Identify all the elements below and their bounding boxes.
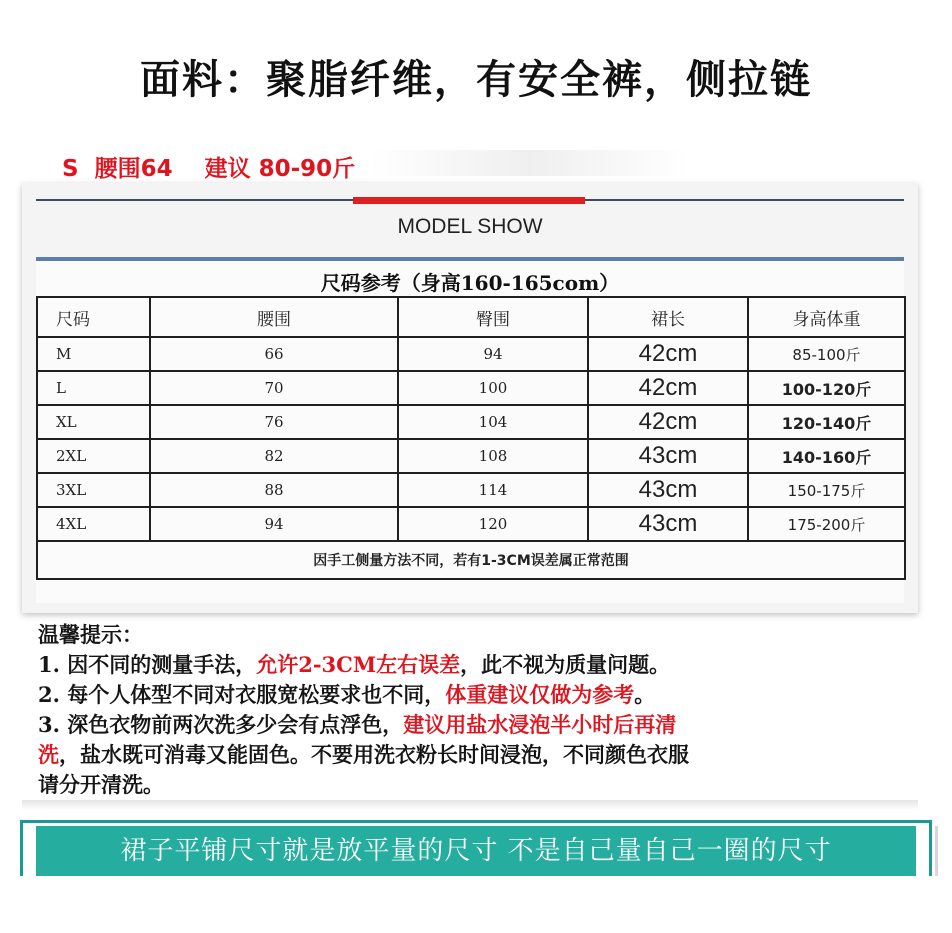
table-row bbox=[37, 473, 905, 507]
cell-hip: 120 bbox=[398, 507, 588, 541]
cell-length: 43cm bbox=[588, 439, 748, 473]
model-show-title: MODEL SHOW bbox=[397, 215, 543, 238]
fabric-headline: 面料：聚脂纤维，有安全裤，侧拉链 bbox=[140, 57, 812, 103]
cell-size: XL bbox=[37, 405, 150, 439]
size-s-note: S 腰围64 建议 80-90斤 bbox=[62, 156, 356, 182]
header-hip: 臀围 bbox=[398, 297, 588, 337]
cell-length: 43cm bbox=[588, 507, 748, 541]
tip-3-highlight-cont: 洗 bbox=[38, 742, 59, 767]
header-size: 尺码 bbox=[37, 297, 150, 337]
tip-1-text: 1. 因不同的测量手法， bbox=[38, 652, 257, 677]
cell-size: 2XL bbox=[37, 439, 150, 473]
cell-waist: 76 bbox=[150, 405, 398, 439]
cell-hip: 108 bbox=[398, 439, 588, 473]
cell-length: 42cm bbox=[588, 371, 748, 405]
table-footnote-row bbox=[37, 541, 905, 579]
tip-2-text: 2. 每个人体型不同对衣服宽松要求也不同， bbox=[38, 682, 446, 707]
cell-size: 3XL bbox=[37, 473, 150, 507]
tip-3-highlight: 建议用盐水浸泡半小时后再清 bbox=[403, 712, 677, 737]
table-header-row bbox=[37, 297, 905, 337]
care-tips bbox=[38, 620, 898, 800]
tip-2-end: 。 bbox=[634, 682, 656, 707]
header-waist: 腰围 bbox=[150, 297, 398, 337]
decor-band bbox=[370, 150, 690, 176]
table-row bbox=[37, 439, 905, 473]
cell-waist: 66 bbox=[150, 337, 398, 371]
tip-3-text: 3. 深色衣物前两次洗多少会有点浮色， bbox=[38, 712, 404, 737]
table-row bbox=[37, 405, 905, 439]
cell-height-weight: 100-120斤 bbox=[748, 371, 905, 405]
tips-title: 温馨提示： bbox=[38, 622, 143, 647]
table-row bbox=[37, 371, 905, 405]
cell-hip: 114 bbox=[398, 473, 588, 507]
cell-size: L bbox=[37, 371, 150, 405]
tip-3 bbox=[38, 710, 898, 740]
tip-1-highlight: 允许2-3CM左右误差 bbox=[256, 652, 461, 677]
tip-1 bbox=[38, 650, 898, 680]
cell-height-weight: 150-175斤 bbox=[748, 473, 905, 507]
cell-waist: 82 bbox=[150, 439, 398, 473]
card-shadow bbox=[22, 800, 918, 810]
cell-length: 42cm bbox=[588, 337, 748, 371]
tip-3-end: 请分开清洗。 bbox=[38, 772, 164, 797]
table-row bbox=[37, 337, 905, 371]
cell-size: 4XL bbox=[37, 507, 150, 541]
cell-hip: 94 bbox=[398, 337, 588, 371]
size-table bbox=[36, 296, 906, 580]
cell-height-weight: 140-160斤 bbox=[748, 439, 905, 473]
red-accent-bar bbox=[353, 197, 585, 204]
cell-waist: 94 bbox=[150, 507, 398, 541]
tip-2-highlight: 体重建议仅做为参考 bbox=[445, 682, 635, 707]
cell-height-weight: 85-100斤 bbox=[748, 337, 905, 371]
tip-2 bbox=[38, 680, 898, 710]
tip-3-text-cont: ，盐水既可消毒又能固色。不要用洗衣粉长时间浸泡，不同颜色衣服 bbox=[59, 742, 689, 767]
header-height-weight: 身高体重 bbox=[748, 297, 905, 337]
cell-height-weight: 120-140斤 bbox=[748, 405, 905, 439]
tip-3-cont bbox=[38, 740, 898, 770]
cell-height-weight: 175-200斤 bbox=[748, 507, 905, 541]
cell-hip: 100 bbox=[398, 371, 588, 405]
table-footnote: 因手工侧量方法不同，若有1-3CM误差属正常范围 bbox=[37, 541, 905, 579]
size-reference-title: 尺码参考（身高160-165com） bbox=[320, 271, 620, 295]
cell-hip: 104 bbox=[398, 405, 588, 439]
cell-waist: 88 bbox=[150, 473, 398, 507]
cell-length: 42cm bbox=[588, 405, 748, 439]
cell-length: 43cm bbox=[588, 473, 748, 507]
tip-1-end: ，此不视为质量问题。 bbox=[460, 652, 671, 677]
table-row bbox=[37, 507, 905, 541]
banner-edge bbox=[935, 826, 938, 876]
header-length: 裙长 bbox=[588, 297, 748, 337]
cell-size: M bbox=[37, 337, 150, 371]
cell-waist: 70 bbox=[150, 371, 398, 405]
measurement-banner: 裙子平铺尺寸就是放平量的尺寸 不是自己量自己一圈的尺寸 bbox=[36, 826, 916, 876]
